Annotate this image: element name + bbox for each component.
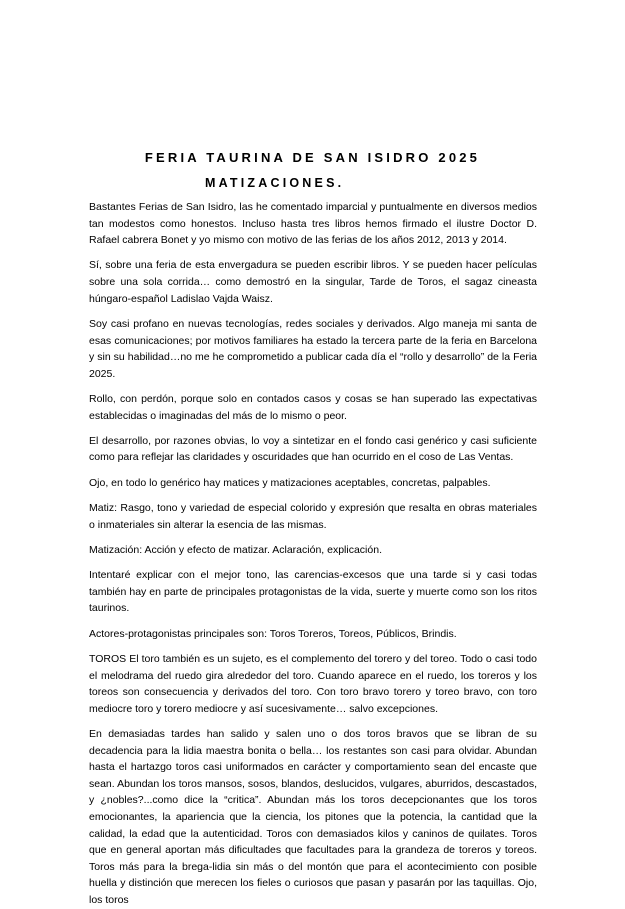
paragraph: El desarrollo, por razones obvias, lo voy a sintetizar en el fondo casi genérico y casi suficiente como para reflejar las claridades y oscuridades que han ocurrido en el coso de Las Ventas. bbox=[89, 434, 537, 464]
paragraph: TOROS El toro también es un sujeto, es el complemento del torero y del toreo. Todo o casi todo el melodrama del ruedo gira alrededor del toro. Cuando aparece en el ruedo, los toreros y los toreos son consecuencia y derivados del toro. Con toro bravo torero y toreo bravo, con toro mediocre toro y torero mediocre y así sucesivamente… salvo excepciones. bbox=[89, 652, 537, 715]
paragraph: Matización: Acción y efecto de matizar. Aclaración, explicación. bbox=[89, 543, 382, 556]
document-body bbox=[89, 199, 537, 909]
paragraph: Matiz: Rasgo, tono y variedad de especial colorido y expresión que resalta en obras materiales o inmateriales sin alterar la esencia de las mismas. bbox=[89, 502, 537, 531]
paragraph: Bastantes Ferias de San Isidro, las he comentado imparcial y puntualmente en diversos medios tan modestos como honestos. Incluso hasta tres libros hemos firmado el ilustre Doctor D. Rafael cabrera Bonet y yo mismo con motivo de las ferias de los años 2012, 2013 y 2014. bbox=[89, 201, 537, 247]
paragraph: Ojo, en todo lo genérico hay matices y matizaciones aceptables, concretas, palpables. bbox=[89, 476, 491, 489]
paragraph: Intentaré explicar con el mejor tono, las carencias-excesos que una tarde si y casi todas también hay en parte de principales protagonistas de la vida, suerte y muerte como son los ritos taurinos. bbox=[89, 569, 537, 615]
paragraph: Sí, sobre una feria de esta envergadura se pueden escribir libros. Y se pueden hacer películas sobre una sola corrida… como demostró en la singular, Tarde de Toros, el sagaz cineasta húngaro-español Ladislao Vajda Waisz. bbox=[89, 259, 537, 305]
paragraph: Soy casi profano en nuevas tecnologías, redes sociales y derivados. Algo maneja mi santa de esas comunicaciones; por motivos familiares ha estado la tercera parte de la feria en Barcelona y sin su habilidad…no me he comprometido a publicar cada día el “rollo y desarrollo” de la Feria 2025. bbox=[89, 317, 537, 380]
document-subtitle: MATIZACIONES. bbox=[205, 176, 345, 190]
document-title: FERIA TAURINA DE SAN ISIDRO 2025 bbox=[144, 150, 481, 165]
paragraph: En demasiadas tardes han salido y salen uno o dos toros bravos que se libran de su decadencia para la lidia maestra bonita o bella… los restantes son casi para olvidar. Abundan hasta el hartazgo toros casi uniformados en carácter y comportamiento sean del encaste que sean. Abundan los toros mansos, sosos, blandos, deslucidos, vulgares, aburridos, descastados, y ¿nobles?...como dice la “critica”. Abundan más los toros decepcionantes que los toros emocionantes, la apariencia que la ciencia, los pitones que la potencia, la cantidad que la calidad, la edad que la autenticidad. Toros con demasiados kilos y caninos de quilates. Toros que en general aportan más dificultades que facultades para la grandeza de toreros y toreos. Toros más para la brega-lidia sin más o del montón que para el acontecimiento con posible huella y distinción que merecen los fieles o curiosos que pasan y pasarán por las taquillas. Ojo, los toros bbox=[89, 728, 537, 906]
paragraph: Rollo, con perdón, porque solo en contados casos y cosas se han superado las expectativas establecidas o imaginadas del más de lo mismo o peor. bbox=[89, 393, 537, 422]
paragraph: Actores-protagonistas principales son: Toros Toreros, Toreos, Públicos, Brindis. bbox=[89, 627, 457, 640]
